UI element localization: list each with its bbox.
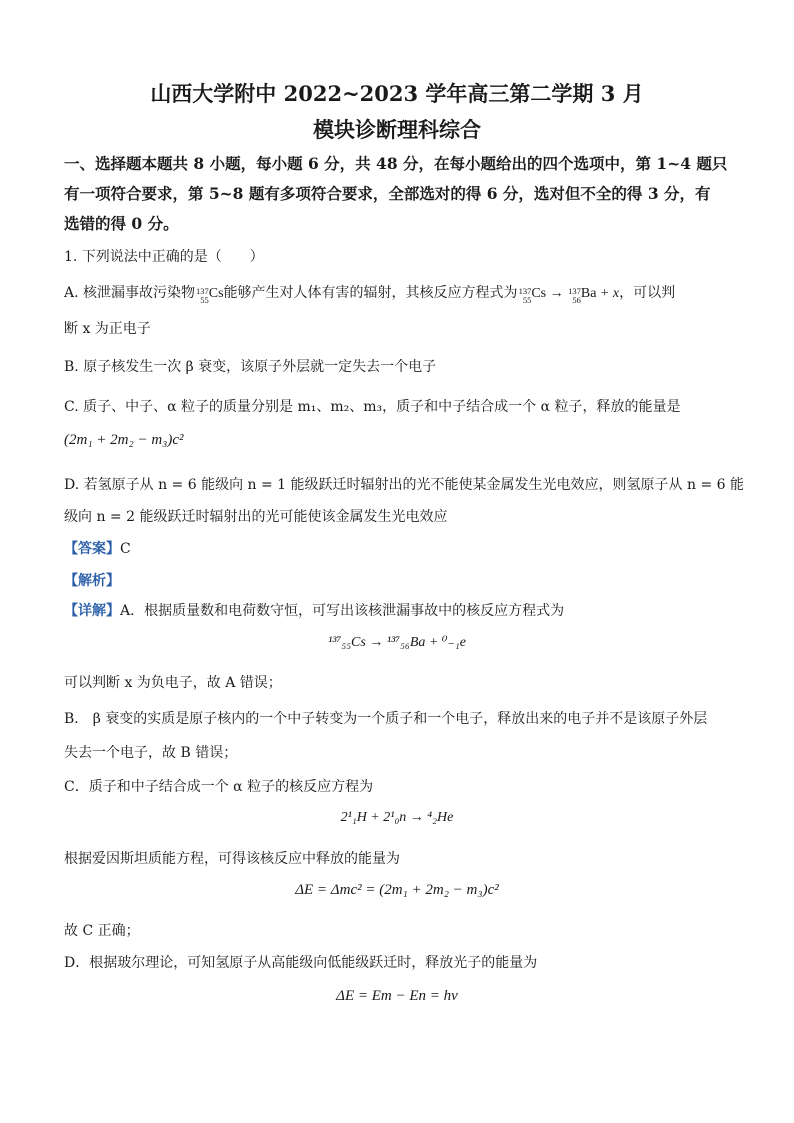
detail-c-mid: 根据爱因斯坦质能方程，可得该核反应中释放的能量为	[64, 851, 400, 867]
option-c-line2: (2m₁ + 2m₂ − m₃)c²	[64, 432, 184, 448]
section-instructions-line2: 有一项符合要求，第 5~8 题有多项符合要求，全部选对的得 6 分，选对但不全的得 3 分，有	[64, 184, 711, 203]
doc-title-line1: 山西大学附中 2022~2023 学年高三第二学期 3 月	[150, 81, 644, 106]
section-instructions-line1: 一、选择题本题共 8 小题，每小题 6 分，共 48 分，在每小题给出的四个选项中，第 1~4 题只	[64, 154, 728, 173]
option-c-line1: C. 质子、中子、α 粒子的质量分别是 m₁、m₂、m₃，质子和中子结合成一个 α 粒子，释放的能量是	[64, 399, 681, 415]
option-a-line1: A. 核泄漏事故污染物 137 55 Cs能够产生对人体有害的辐射，其核反应方程式为 137 55 Cs → 137 56 Ba + x，可以判	[64, 285, 676, 305]
detail-a-intro: 【详解】A．根据质量数和电荷数守恒，可写出该核泄漏事故中的核反应方程式为	[64, 603, 565, 619]
section-instructions-line3: 选错的得 0 分。	[64, 214, 179, 233]
option-d-line1: D. 若氢原子从 n = 6 能级向 n = 1 能级跃迁时辐射出的光不能使某金属发生光电效应，则氢原子从 n = 6 能	[64, 477, 744, 493]
equation-fusion: 2¹₁H + 2¹₀n → ⁴₂He	[340, 810, 454, 825]
detail-c-conclusion: 故 C 正确；	[64, 923, 140, 939]
detail-c-intro: C．质子和中子结合成一个 α 粒子的核反应方程为	[64, 779, 374, 795]
detail-b-line1: B． β 衰变的实质是原子核内的一个中子转变为一个质子和一个电子，释放出来的电子并不是该原子外层	[64, 711, 708, 727]
detail-a-conclusion: 可以判断 x 为负电子，故 A 错误；	[64, 675, 282, 691]
answer-label: 【答案】	[64, 541, 120, 557]
cs137-symbol: 137 55 Cs	[196, 286, 224, 305]
equation-bohr: ΔE = Em − En = hν	[336, 988, 458, 1004]
option-d-line2: 级向 n = 2 能级跃迁时辐射出的光可能使该金属发生光电效应	[64, 509, 448, 525]
option-a-equation: 137 55 Cs → 137 56 Ba + x	[518, 286, 620, 305]
option-a-line2: 断 x 为正电子	[64, 321, 151, 337]
question-stem: 1. 下列说法中正确的是（ ）	[64, 249, 264, 265]
doc-title-line2: 模块诊断理科综合	[313, 117, 481, 142]
answer-value: C	[120, 541, 131, 557]
detail-d-intro: D．根据玻尔理论，可知氢原子从高能级向低能级跃迁时，释放光子的能量为	[64, 955, 538, 971]
option-b: B. 原子核发生一次 β 衰变，该原子外层就一定失去一个电子	[64, 359, 437, 375]
detail-label: 【详解】	[64, 603, 120, 619]
answer-row	[64, 538, 131, 558]
equation-energy: ΔE = Δmc² = (2m₁ + 2m₂ − m₃)c²	[295, 882, 499, 898]
equation-cs-decay: ¹³⁷₅₅Cs → ¹³⁷₅₆Ba + ⁰₋₁e	[328, 635, 466, 650]
analysis-label: 【解析】	[64, 573, 120, 589]
detail-b-line2: 失去一个电子，故 B 错误；	[64, 745, 238, 761]
